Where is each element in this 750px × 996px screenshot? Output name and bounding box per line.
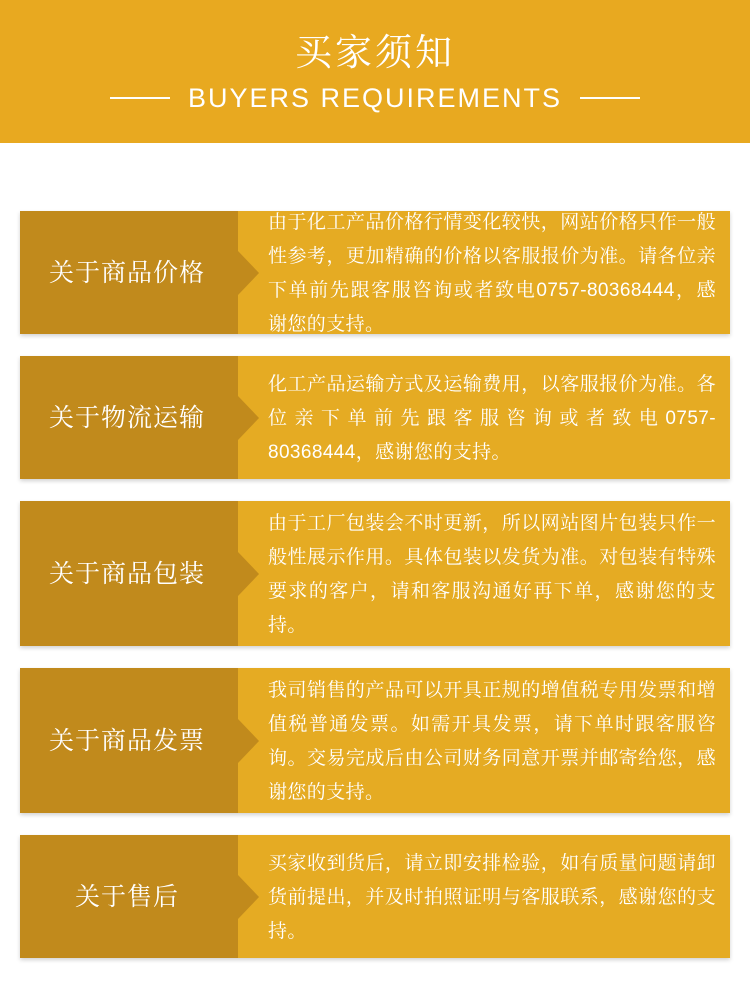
- requirement-text: 由于工厂包装会不时更新，所以网站图片包装只作一般性展示作用。具体包装以发货为准。对包装有特殊要求的客户，请和客服沟通好再下单，感谢您的支持。: [268, 512, 716, 636]
- requirement-label: 关于商品价格: [48, 258, 205, 287]
- requirement-label: 关于商品包装: [48, 559, 205, 588]
- requirement-row: [20, 668, 730, 813]
- requirement-label-block: [20, 501, 238, 646]
- requirement-body-block: [238, 835, 730, 958]
- requirement-label: 关于商品发票: [48, 726, 205, 755]
- requirement-text: 由于化工产品价格行情变化较快，网站价格只作一般性参考，更加精确的价格以客服报价为准。请各位亲下单前先跟客服咨询或者致电0757-80368444，感谢您的支持。: [268, 211, 716, 335]
- requirement-row: [20, 356, 730, 479]
- requirements-list: [0, 143, 750, 958]
- divider-line-left: [110, 97, 170, 99]
- requirement-row: [20, 211, 730, 334]
- requirement-body-block: [238, 356, 730, 479]
- requirement-text: 化工产品运输方式及运输费用，以客服报价为准。各位亲下单前先跟客服咨询或者致电0757-80368444，感谢您的支持。: [268, 373, 716, 463]
- header-subtitle-row: [0, 83, 750, 113]
- requirement-label-block: [20, 356, 238, 479]
- requirement-body-block: [238, 668, 730, 813]
- requirement-label: 关于物流运输: [48, 403, 205, 432]
- requirement-label-block: [20, 835, 238, 958]
- requirement-row: [20, 501, 730, 646]
- requirement-label: 关于售后: [74, 882, 179, 911]
- requirement-body-block: [238, 211, 730, 334]
- page-header: [0, 0, 750, 143]
- requirement-text: 我司销售的产品可以开具正规的增值税专用发票和增值税普通发票。如需开具发票，请下单时跟客服咨询。交易完成后由公司财务同意开票并邮寄给您，感谢您的支持。: [268, 679, 716, 803]
- header-inner: [0, 0, 750, 143]
- requirement-body-block: [238, 501, 730, 646]
- requirement-text: 买家收到货后，请立即安排检验，如有质量问题请卸货前提出，并及时拍照证明与客服联系，感谢您的支持。: [268, 852, 716, 942]
- divider-line-right: [580, 97, 640, 99]
- requirement-row: [20, 835, 730, 958]
- page-subtitle: BUYERS REQUIREMENTS: [187, 82, 563, 113]
- requirement-label-block: [20, 211, 238, 334]
- page-title: 买家须知: [295, 31, 455, 73]
- requirement-label-block: [20, 668, 238, 813]
